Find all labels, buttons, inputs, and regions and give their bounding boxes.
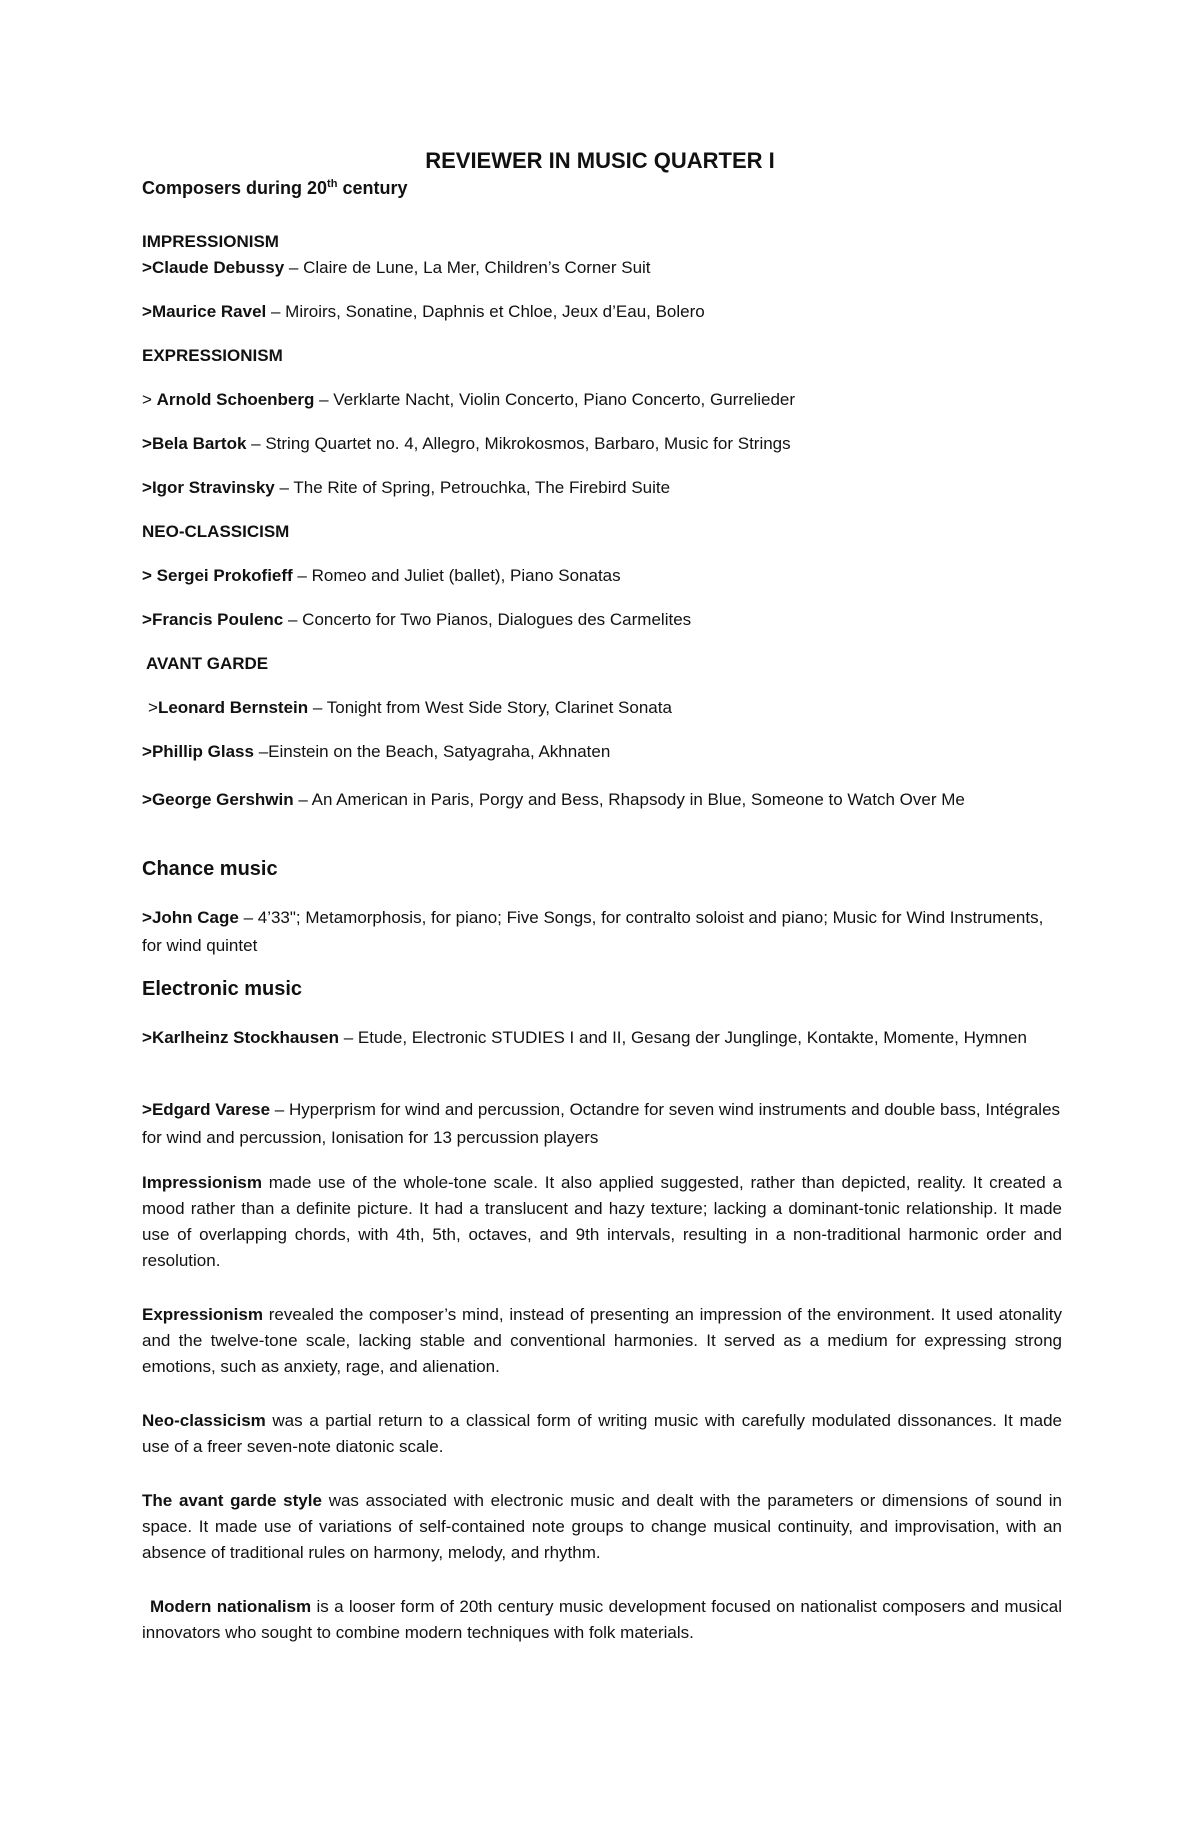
paragraph-modern-nationalism: Modern nationalism is a looser form of 20th century music development focused on nationalist composers and musical innovators who sought to combine modern techniques with folk materials. [142, 1597, 1062, 1642]
entry-ravel: >Maurice Ravel – Miroirs, Sonatine, Daphnis et Chloe, Jeux d’Eau, Bolero [142, 302, 705, 321]
subtitle: Composers during 20th century [142, 178, 408, 198]
section-expressionism: EXPRESSIONISM [142, 346, 283, 365]
page-title: REVIEWER IN MUSIC QUARTER I [425, 148, 775, 173]
entry-varese: >Edgard Varese – Hyperprism for wind and percussion, Octandre for seven wind instruments and double bass, Intégrales for wind and percussion, Ionisation for 13 percussion players [142, 1100, 1061, 1147]
section-impressionism: IMPRESSIONISM [142, 232, 279, 251]
paragraph-impressionism: Impressionism made use of the whole-tone scale. It also applied suggested, rather than depicted, reality. It created a mood rather than a definite picture. It had a translucent and hazy texture; lacking a dominant-tonic relationship. It made use of overlapping chords, with 4th, 5th, octaves, and 9th intervals, resulting in a non-traditional harmonic order and resolution. [142, 1173, 1062, 1270]
entry-gershwin: >George Gershwin – An American in Paris, Porgy and Bess, Rhapsody in Blue, Someone to Watch Over Me [142, 790, 965, 809]
entry-glass: >Phillip Glass –Einstein on the Beach, Satyagraha, Akhnaten [142, 742, 611, 761]
section-electronic-music: Electronic music [142, 978, 303, 1000]
entry-bartok: >Bela Bartok – String Quartet no. 4, Allegro, Mikrokosmos, Barbaro, Music for Strings [142, 434, 791, 453]
entry-debussy: >Claude Debussy – Claire de Lune, La Mer, Children’s Corner Suit [142, 258, 651, 277]
entry-stravinsky: >Igor Stravinsky – The Rite of Spring, Petrouchka, The Firebird Suite [142, 478, 671, 497]
entry-prokofieff: > Sergei Prokofieff – Romeo and Juliet (ballet), Piano Sonatas [142, 566, 621, 585]
section-chance-music: Chance music [142, 858, 278, 880]
entry-stockhausen: >Karlheinz Stockhausen – Etude, Electronic STUDIES I and II, Gesang der Junglinge, Kontakte, Momente, Hymnen [142, 1028, 1027, 1047]
section-avant-garde: AVANT GARDE [146, 654, 269, 673]
entry-poulenc: >Francis Poulenc – Concerto for Two Pianos, Dialogues des Carmelites [142, 610, 692, 629]
entry-schoenberg: > Arnold Schoenberg – Verklarte Nacht, Violin Concerto, Piano Concerto, Gurrelieder [142, 390, 796, 409]
section-neoclassicism: NEO-CLASSICISM [142, 522, 290, 541]
paragraph-expressionism: Expressionism revealed the composer’s mind, instead of presenting an impression of the environment. It used atonality and the twelve-tone scale, lacking stable and conventional harmonies. It served as a medium for expressing strong emotions, such as anxiety, rage, and alienation. [142, 1305, 1062, 1376]
entry-cage: >John Cage – 4’33"; Metamorphosis, for piano; Five Songs, for contralto soloist and piano; Music for Wind Instruments, for wind quintet [142, 908, 1044, 955]
paragraph-neoclassicism: Neo-classicism was a partial return to a classical form of writing music with carefully modulated dissonances. It made use of a freer seven-note diatonic scale. [142, 1411, 1062, 1456]
entry-bernstein: >Leonard Bernstein – Tonight from West Side Story, Clarinet Sonata [148, 698, 672, 717]
paragraph-avant-garde: The avant garde style was associated with electronic music and dealt with the parameters or dimensions of sound in space. It made use of variations of self-contained note groups to change musical continuity, and improvisation, with an absence of traditional rules on harmony, melody, and rhythm. [142, 1491, 1063, 1562]
